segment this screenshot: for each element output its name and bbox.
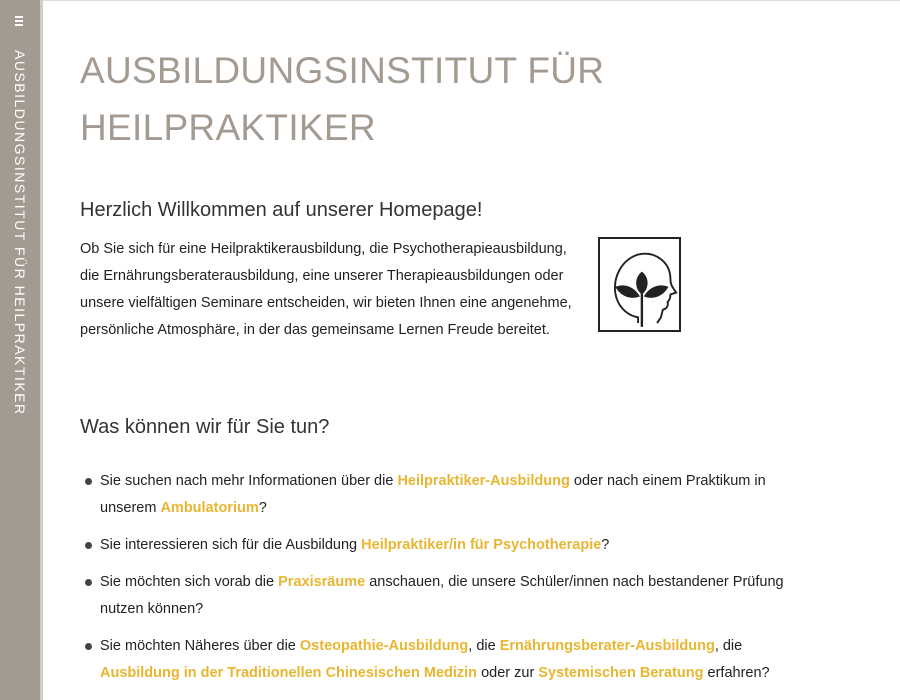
list-item-text: Sie möchten Näheres über die xyxy=(100,638,300,654)
head-with-leaves-logo xyxy=(600,239,679,330)
list-item-text: Sie suchen nach mehr Informationen über die xyxy=(100,473,398,489)
link-heilpraktiker-ausbildung[interactable]: Heilpraktiker-Ausbildung xyxy=(397,473,570,489)
list-item xyxy=(80,633,820,687)
list-item-text: ? xyxy=(258,500,267,516)
services-heading: Was können wir für Sie tun? xyxy=(80,416,330,438)
sidebar-site-title: AUSBILDUNGSINSTITUT FÜR HEILPRAKTIKER xyxy=(12,50,28,416)
link-ambulatorium[interactable]: Ambulatorium xyxy=(160,500,259,516)
list-item-text: Sie interessieren sich für die Ausbildung xyxy=(100,537,362,553)
list-item xyxy=(80,532,820,559)
list-item-text: ? xyxy=(601,537,610,553)
list-item-text: Sie möchten sich vorab die xyxy=(100,574,279,590)
intro-text: Ob Sie sich für eine Heilpraktikerausbildung, die Psychotherapieausbildung, die Ernährungsberaterausbildung, eine unserer Therapieausbildungen oder unsere vielfältigen Seminare entscheiden, wir bieten Ihnen eine angenehme, persönliche Atmosphäre, in der das gemeinsame Lernen Freude bereitet. xyxy=(80,241,572,338)
link-psychotherapie[interactable]: Heilpraktiker/in für Psychotherapie xyxy=(361,537,602,553)
page-title: AUSBILDUNGSINSTITUT FÜR HEILPRAKTIKER xyxy=(80,50,605,148)
services-list xyxy=(80,468,820,697)
hamburger-menu-icon[interactable] xyxy=(12,12,28,28)
list-item-text: , die xyxy=(714,638,743,654)
welcome-heading: Herzlich Willkommen auf unserer Homepage! xyxy=(80,199,483,221)
link-systemische-beratung[interactable]: Systemischen Beratung xyxy=(538,665,704,681)
list-item-text: anschauen, die unsere Schüler/innen nach bestandener Prüfung nutzen können? xyxy=(100,574,784,617)
link-osteopathie-ausbildung[interactable]: Osteopathie-Ausbildung xyxy=(299,638,469,654)
link-praxisraeume[interactable]: Praxisräume xyxy=(278,574,366,590)
link-ernaehrungsberater-ausbildung[interactable]: Ernährungsberater-Ausbildung xyxy=(499,638,715,654)
sidebar xyxy=(0,0,43,700)
list-item-text: oder nach einem Praktikum in unserem xyxy=(100,473,766,516)
list-item-text: , die xyxy=(468,638,500,654)
institute-logo xyxy=(598,237,681,332)
list-item-text: erfahren? xyxy=(703,665,770,681)
list-item xyxy=(80,468,820,522)
link-tcm-ausbildung[interactable]: Ausbildung in der Traditionellen Chinesischen Medizin xyxy=(100,665,478,681)
list-item xyxy=(80,569,820,623)
list-item-text: oder zur xyxy=(477,665,539,681)
top-divider xyxy=(43,0,900,1)
